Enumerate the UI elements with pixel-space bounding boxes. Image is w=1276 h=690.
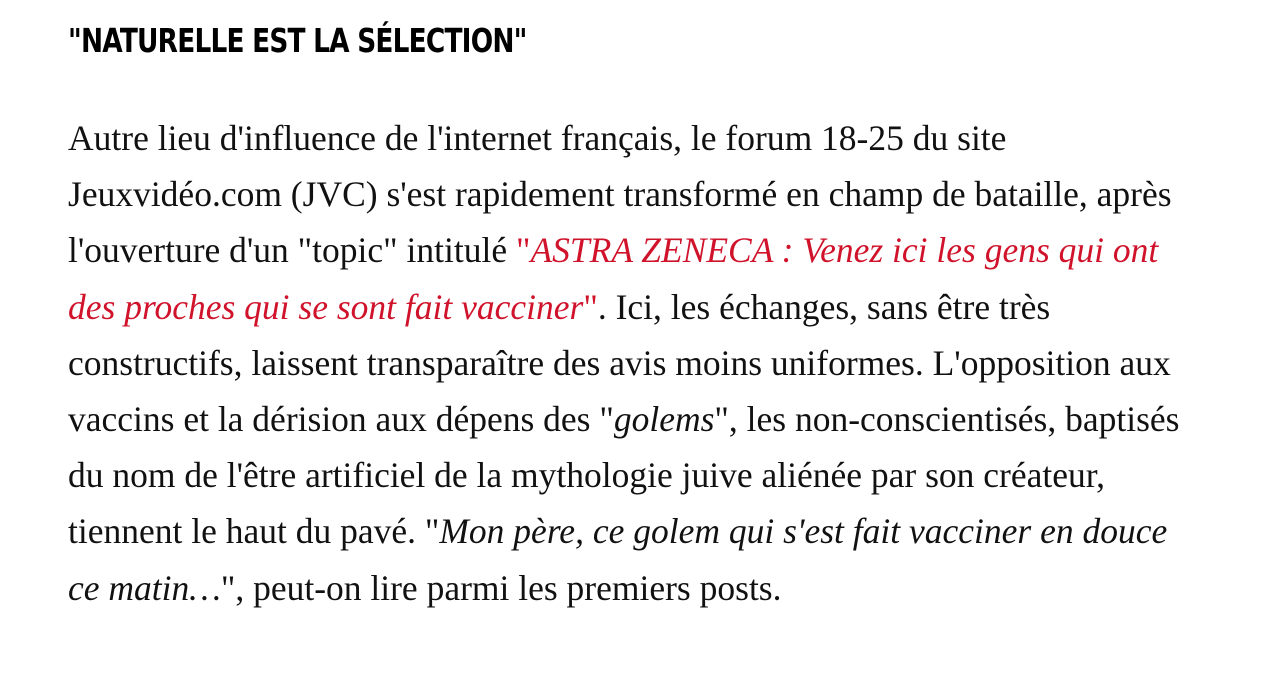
golems-term: golems	[613, 399, 715, 440]
paragraph-text-1: Autre lieu d'influence de l'internet français, le forum 18-25 du site Jeuxvidéo.com (JVC) s'est rapidement transformé en champ de bataille, après l'ouverture d'un "topic" intitulé	[68, 118, 1172, 271]
paragraph-text-3: ", les non-conscientisés, baptisés du nom de l'être artificiel de la mythologie juive aliénée par son créateur, tiennent le haut du pavé. "	[68, 399, 1180, 552]
section-heading: "NATURELLE EST LA SÉLECTION"	[68, 21, 527, 60]
topic-link-title: ASTRA ZENECA : Venez ici les gens qui ont des proches qui se sont fait vacciner	[68, 230, 1159, 327]
article-paragraph	[68, 110, 1193, 616]
forum-quote: Mon père, ce golem qui s'est fait vacciner en douce ce matin…	[68, 511, 1168, 608]
topic-link-open-quote: "	[515, 230, 531, 271]
paragraph-text-4: ", peut-on lire parmi les premiers posts.	[220, 567, 782, 608]
paragraph-text-2: . Ici, les échanges, sans être très constructifs, laissent transparaître des avis moins uniformes. L'opposition aux vaccins et la dérision aux dépens des "	[68, 286, 1171, 440]
article	[68, 0, 1208, 616]
topic-link-close-quote: "	[583, 286, 598, 327]
